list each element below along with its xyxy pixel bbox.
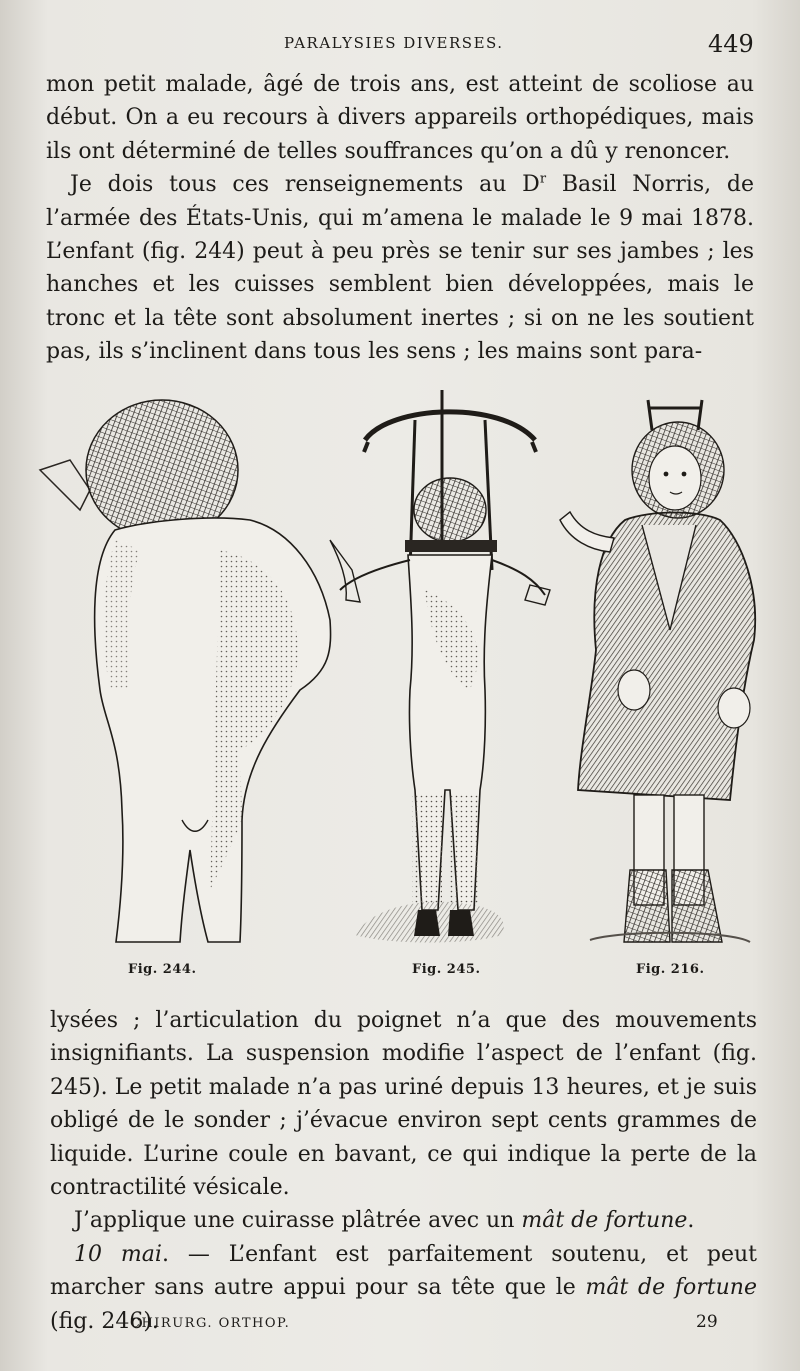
italic-term: mât de fortune	[521, 1208, 688, 1234]
text-segment: . — L’enfant est parfaitement soutenu, et peut marcher sans autre appui pour sa tête que le	[50, 1241, 757, 1301]
top-text-block	[46, 68, 754, 369]
text-segment: Je dois tous ces renseignements au D	[70, 172, 540, 198]
figure-245-illustration	[330, 390, 550, 943]
paragraph-continuation: mon petit malade, âgé de trois ans, est atteint de scoliose au début. On a eu recours à divers appareils orthopédiques, mais ils ont déterminé de telles souffrances qu’on a dû y renoncer.	[46, 72, 754, 164]
text-segment: .	[687, 1208, 695, 1234]
engraving-illustrations	[30, 390, 770, 960]
signature-number: 29	[696, 1312, 718, 1332]
figure-244-illustration	[40, 400, 331, 942]
paragraph-cuirasse	[50, 1204, 757, 1237]
text-segment: Basil Norris, de l’armée des États-Unis, qui m’amena le malade le 9 mai 1878. L’enfant (fig. 244) peut à peu près se tenir sur ses jambes ; les hanches et les cuisses semblent bien développées, mais le tronc et la tête sont absolument inertes ; si on ne les soutient pas, ils s’inclinent dans tous les sens ; les mains sont para-	[46, 172, 755, 365]
figure-244-caption: Fig. 244.	[128, 962, 197, 977]
running-head	[0, 30, 800, 60]
signature-mark: CHIRURG. ORTHOP.	[130, 1316, 291, 1331]
running-title: PARALYSIES DIVERSES.	[284, 34, 504, 52]
superscript: r	[539, 171, 547, 187]
figure-246-caption: Fig. 216.	[636, 962, 705, 977]
italic-date: 10 mai	[74, 1241, 162, 1267]
paragraph-suspension: lysées ; l’articulation du poignet n’a que des mouvements insignifiants. La suspension modifie l’aspect de l’enfant (fig. 245). Le petit malade n’a pas uriné depuis 13 heures, et je suis obligé de le sonder ; j’évacue environ sept cents grammes de liquide. L’urine coule en bavant, ce qui indique la perte de la contractilité vésicale.	[50, 1008, 757, 1201]
bottom-text-block	[50, 1004, 757, 1338]
page-footer	[0, 1312, 800, 1342]
text-segment: J’applique une cuirasse plâtrée avec un	[74, 1208, 522, 1234]
figure-plate	[30, 390, 770, 990]
page-number: 449	[708, 30, 754, 58]
italic-term: mât de fortune	[585, 1275, 757, 1301]
figure-246-illustration	[560, 400, 755, 942]
figure-245-caption: Fig. 245.	[412, 962, 481, 977]
text-segment: (fig. 246).	[50, 1308, 159, 1334]
paragraph-norris	[46, 168, 754, 368]
